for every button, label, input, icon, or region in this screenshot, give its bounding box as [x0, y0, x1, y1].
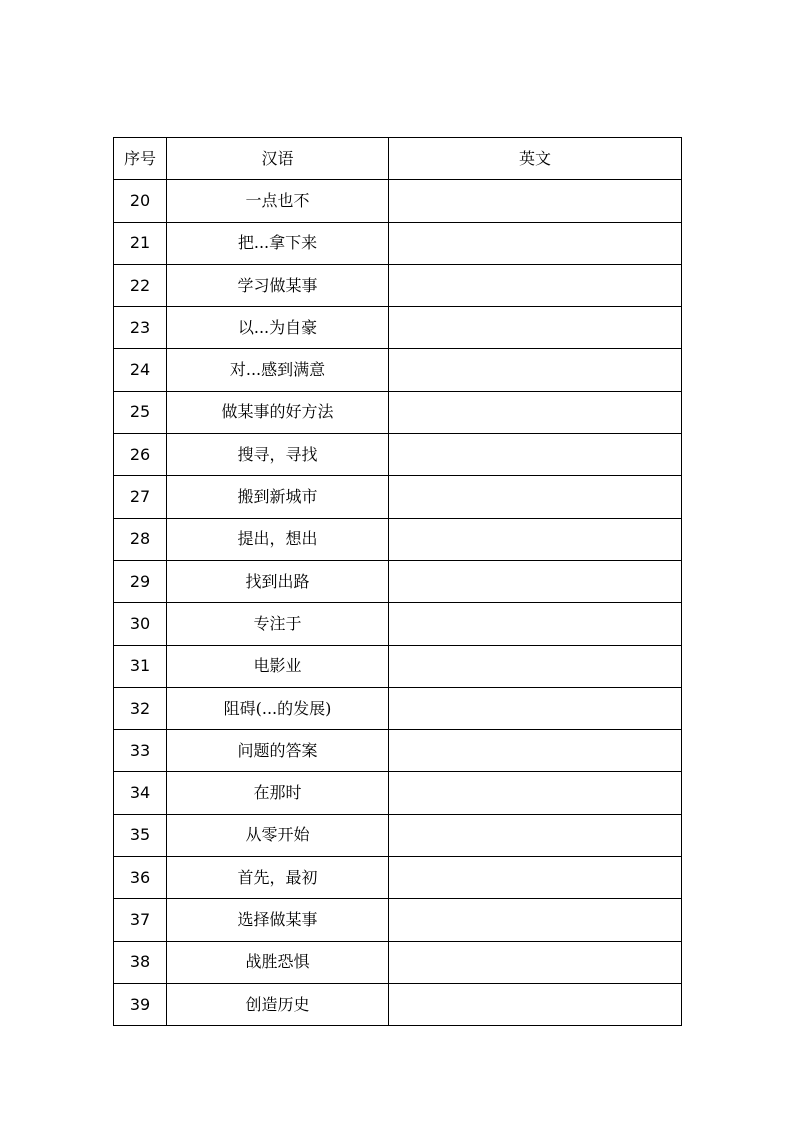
english-answer-cell[interactable]: [389, 857, 682, 899]
chinese-phrase: 阻碍(...的发展): [167, 687, 389, 729]
header-number: 序号: [114, 138, 167, 180]
english-answer-cell[interactable]: [389, 814, 682, 856]
table-row: [114, 983, 682, 1025]
row-number: 25: [114, 391, 167, 433]
table-row: [114, 476, 682, 518]
table-row: [114, 180, 682, 222]
header-chinese: 汉语: [167, 138, 389, 180]
english-answer-cell[interactable]: [389, 476, 682, 518]
chinese-phrase: 电影业: [167, 645, 389, 687]
english-answer-cell[interactable]: [389, 518, 682, 560]
chinese-phrase: 首先，最初: [167, 857, 389, 899]
header-row: [114, 138, 682, 180]
row-number: 39: [114, 983, 167, 1025]
table-row: [114, 814, 682, 856]
chinese-phrase: 以...为自豪: [167, 307, 389, 349]
table-row: [114, 307, 682, 349]
english-answer-cell[interactable]: [389, 772, 682, 814]
table-row: [114, 349, 682, 391]
chinese-phrase: 选择做某事: [167, 899, 389, 941]
header-english: 英文: [389, 138, 682, 180]
chinese-phrase: 学习做某事: [167, 264, 389, 306]
english-answer-cell[interactable]: [389, 349, 682, 391]
chinese-phrase: 问题的答案: [167, 730, 389, 772]
english-answer-cell[interactable]: [389, 264, 682, 306]
english-answer-cell[interactable]: [389, 645, 682, 687]
english-answer-cell[interactable]: [389, 983, 682, 1025]
table-row: [114, 264, 682, 306]
chinese-phrase: 提出，想出: [167, 518, 389, 560]
row-number: 36: [114, 857, 167, 899]
chinese-phrase: 搜寻，寻找: [167, 434, 389, 476]
chinese-phrase: 找到出路: [167, 560, 389, 602]
english-answer-cell[interactable]: [389, 730, 682, 772]
row-number: 38: [114, 941, 167, 983]
english-answer-cell[interactable]: [389, 603, 682, 645]
english-answer-cell[interactable]: [389, 687, 682, 729]
row-number: 22: [114, 264, 167, 306]
english-answer-cell[interactable]: [389, 180, 682, 222]
table-body: [114, 180, 682, 1026]
table-row: [114, 603, 682, 645]
table-row: [114, 391, 682, 433]
english-answer-cell[interactable]: [389, 391, 682, 433]
row-number: 28: [114, 518, 167, 560]
chinese-phrase: 做某事的好方法: [167, 391, 389, 433]
english-answer-cell[interactable]: [389, 941, 682, 983]
english-answer-cell[interactable]: [389, 560, 682, 602]
chinese-phrase: 专注于: [167, 603, 389, 645]
english-answer-cell[interactable]: [389, 222, 682, 264]
chinese-phrase: 战胜恐惧: [167, 941, 389, 983]
table-row: [114, 899, 682, 941]
chinese-phrase: 一点也不: [167, 180, 389, 222]
row-number: 27: [114, 476, 167, 518]
row-number: 24: [114, 349, 167, 391]
table-row: [114, 772, 682, 814]
row-number: 32: [114, 687, 167, 729]
table-row: [114, 560, 682, 602]
row-number: 33: [114, 730, 167, 772]
row-number: 37: [114, 899, 167, 941]
english-answer-cell[interactable]: [389, 307, 682, 349]
row-number: 21: [114, 222, 167, 264]
chinese-phrase: 创造历史: [167, 983, 389, 1025]
chinese-phrase: 把...拿下来: [167, 222, 389, 264]
chinese-phrase: 对...感到满意: [167, 349, 389, 391]
table-row: [114, 857, 682, 899]
chinese-phrase: 从零开始: [167, 814, 389, 856]
table-header: [114, 138, 682, 180]
row-number: 34: [114, 772, 167, 814]
row-number: 31: [114, 645, 167, 687]
row-number: 26: [114, 434, 167, 476]
table-row: [114, 222, 682, 264]
table-row: [114, 645, 682, 687]
row-number: 35: [114, 814, 167, 856]
chinese-phrase: 在那时: [167, 772, 389, 814]
english-answer-cell[interactable]: [389, 434, 682, 476]
table-row: [114, 730, 682, 772]
table-row: [114, 518, 682, 560]
table-row: [114, 941, 682, 983]
row-number: 29: [114, 560, 167, 602]
english-answer-cell[interactable]: [389, 899, 682, 941]
vocabulary-table: [113, 137, 682, 1026]
table-row: [114, 687, 682, 729]
table-row: [114, 434, 682, 476]
row-number: 30: [114, 603, 167, 645]
row-number: 23: [114, 307, 167, 349]
row-number: 20: [114, 180, 167, 222]
chinese-phrase: 搬到新城市: [167, 476, 389, 518]
